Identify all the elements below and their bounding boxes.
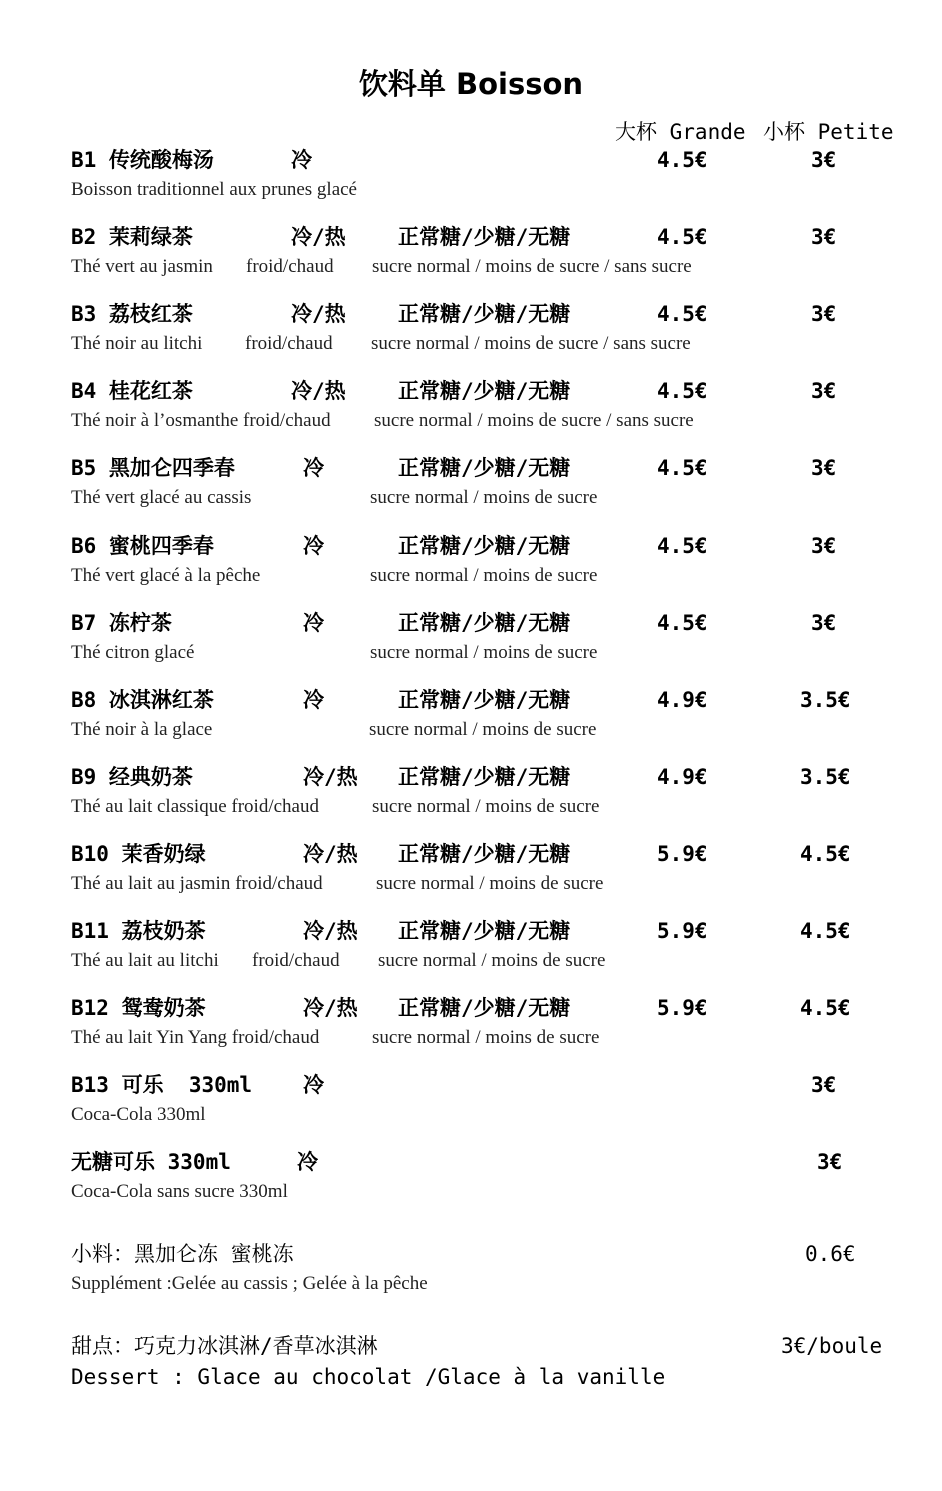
- menu-item-b12: [0, 995, 942, 1065]
- item-name-fr: Boisson traditionnel aux prunes glacé: [71, 179, 357, 200]
- price-petite: 3€: [811, 611, 837, 635]
- item-temp: 冷: [303, 1073, 324, 1097]
- menu-item-b9: [0, 764, 942, 834]
- menu-item-b1: [0, 147, 942, 217]
- item-name-fr: Thé noir à la glace: [71, 719, 213, 740]
- item-name: B2 茉莉绿茶: [71, 225, 193, 249]
- item-name-fr: Thé au lait Yin Yang froid/chaud: [71, 1027, 320, 1048]
- item-sugar: 正常糖/少糖/无糖: [398, 996, 571, 1020]
- item-name: B1 传统酸梅汤: [71, 148, 214, 172]
- item-name: B8 冰淇淋红茶: [71, 688, 214, 712]
- item-name: B4 桂花红茶: [71, 379, 193, 403]
- price-petite: 3€: [811, 1073, 837, 1097]
- item-sugar-fr: sucre normal / moins de sucre: [372, 1027, 600, 1048]
- price-grande: 4.9€: [657, 688, 708, 712]
- price-grande: 5.9€: [657, 919, 708, 943]
- price-grande: 4.9€: [657, 765, 708, 789]
- item-temp: 冷/热: [303, 919, 358, 943]
- price-petite: 3€: [811, 302, 837, 326]
- price-petite: 3€: [811, 379, 837, 403]
- item-temp: 冷: [303, 456, 324, 480]
- price-grande: 4.5€: [657, 456, 708, 480]
- menu-item-b11: [0, 918, 942, 988]
- item-name: 无糖可乐 330ml: [71, 1150, 231, 1174]
- supplement-price: 0.6€: [805, 1242, 856, 1266]
- item-name-fr: Thé citron glacé: [71, 642, 195, 663]
- item-sugar-fr: sucre normal / moins de sucre / sans sucre: [371, 333, 691, 354]
- item-name-fr: Thé noir à l’osmanthe froid/chaud: [71, 410, 331, 431]
- item-temp: 冷/热: [303, 842, 358, 866]
- item-name: B6 蜜桃四季春: [71, 534, 214, 558]
- item-name: B11 荔枝奶茶: [71, 919, 206, 943]
- supplement-name-fr: Supplément :Gelée au cassis ; Gelée à la pêche: [71, 1273, 428, 1294]
- menu-item-b6: [0, 533, 942, 603]
- supplement-name: 小料：黑加仑冻 蜜桃冻: [71, 1242, 294, 1266]
- item-sugar: 正常糖/少糖/无糖: [398, 688, 571, 712]
- item-sugar: 正常糖/少糖/无糖: [398, 302, 571, 326]
- price-petite: 3€: [811, 148, 837, 172]
- menu-item-b2: [0, 224, 942, 294]
- menu-title: 饮料单 Boisson: [358, 67, 584, 101]
- item-temp: 冷/热: [303, 765, 358, 789]
- price-grande: 5.9€: [657, 842, 708, 866]
- item-name-fr: Coca-Cola 330ml: [71, 1104, 206, 1125]
- item-name-fr: Thé vert glacé au cassis: [71, 487, 252, 508]
- item-name: B10 茉香奶绿: [71, 842, 206, 866]
- item-name-fr: Thé au lait au litchi: [71, 950, 219, 971]
- price-grande: 4.5€: [657, 379, 708, 403]
- item-name: B5 黑加仑四季春: [71, 456, 235, 480]
- item-temp: 冷/热: [291, 379, 346, 403]
- dessert-name: 甜点：巧克力冰淇淋/香草冰淇淋: [71, 1334, 378, 1358]
- item-name-fr: Thé au lait classique froid/chaud: [71, 796, 319, 817]
- item-temp: 冷/热: [291, 225, 346, 249]
- item-sugar: 正常糖/少糖/无糖: [398, 611, 571, 635]
- price-grande: 4.5€: [657, 534, 708, 558]
- item-temp: 冷: [303, 688, 324, 712]
- item-name: B7 冻柠茶: [71, 611, 172, 635]
- item-temp: 冷/热: [303, 996, 358, 1020]
- price-grande: 4.5€: [657, 302, 708, 326]
- item-sugar-fr: sucre normal / moins de sucre: [370, 642, 598, 663]
- item-sugar-fr: sucre normal / moins de sucre / sans sucre: [372, 256, 692, 277]
- item-name-fr: Thé vert glacé à la pêche: [71, 565, 261, 586]
- item-name: B13 可乐 330ml: [71, 1073, 253, 1097]
- header-grande: 大杯 Grande: [615, 120, 746, 144]
- menu-item-b4: [0, 378, 942, 448]
- menu-item-b13: [0, 1072, 942, 1142]
- item-sugar-fr: sucre normal / moins de sucre: [370, 487, 598, 508]
- menu-item-b10: [0, 841, 942, 911]
- menu-item-b3: [0, 301, 942, 371]
- price-petite: 4.5€: [800, 996, 851, 1020]
- price-petite: 3.5€: [800, 688, 851, 712]
- item-temp: 冷: [291, 148, 312, 172]
- item-temp: 冷/热: [291, 302, 346, 326]
- dessert-price: 3€/boule: [781, 1334, 883, 1358]
- item-sugar: 正常糖/少糖/无糖: [398, 534, 571, 558]
- price-grande: 4.5€: [657, 225, 708, 249]
- item-name: B12 鸳鸯奶茶: [71, 996, 206, 1020]
- item-sugar-fr: sucre normal / moins de sucre: [372, 796, 600, 817]
- item-sugar: 正常糖/少糖/无糖: [398, 842, 571, 866]
- price-petite: 4.5€: [800, 919, 851, 943]
- item-sugar-fr: sucre normal / moins de sucre / sans sucre: [374, 410, 694, 431]
- item-sugar: 正常糖/少糖/无糖: [398, 225, 571, 249]
- dessert-row: [0, 1333, 942, 1403]
- header-petite: 小杯 Petite: [763, 120, 894, 144]
- price-grande: 4.5€: [657, 148, 708, 172]
- price-grande: 5.9€: [657, 996, 708, 1020]
- price-petite: 3.5€: [800, 765, 851, 789]
- menu-item-b8: [0, 687, 942, 757]
- price-petite: 3€: [811, 456, 837, 480]
- supplement-row: [0, 1241, 942, 1311]
- item-name-fr: Coca-Cola sans sucre 330ml: [71, 1181, 288, 1202]
- item-sugar-fr: sucre normal / moins de sucre: [370, 565, 598, 586]
- item-sugar: 正常糖/少糖/无糖: [398, 379, 571, 403]
- menu-item-b7: [0, 610, 942, 680]
- price-petite: 4.5€: [800, 842, 851, 866]
- menu-item-b5: [0, 455, 942, 525]
- item-temp: 冷: [303, 611, 324, 635]
- item-name-fr: Thé vert au jasmin: [71, 256, 213, 277]
- item-temp: 冷: [297, 1150, 318, 1174]
- menu-item-sugar-free-cola: [0, 1149, 942, 1219]
- item-temp: 冷: [303, 534, 324, 558]
- item-sugar: 正常糖/少糖/无糖: [398, 919, 571, 943]
- item-temp-fr: froid/chaud: [245, 333, 333, 354]
- price-petite: 3€: [811, 534, 837, 558]
- price-petite: 3€: [811, 225, 837, 249]
- item-sugar-fr: sucre normal / moins de sucre: [378, 950, 606, 971]
- item-temp-fr: froid/chaud: [252, 950, 340, 971]
- item-sugar: 正常糖/少糖/无糖: [398, 456, 571, 480]
- item-sugar-fr: sucre normal / moins de sucre: [376, 873, 604, 894]
- item-name: B9 经典奶茶: [71, 765, 193, 789]
- item-sugar: 正常糖/少糖/无糖: [398, 765, 571, 789]
- item-name-fr: Thé noir au litchi: [71, 333, 203, 354]
- item-sugar-fr: sucre normal / moins de sucre: [369, 719, 597, 740]
- price-grande: 4.5€: [657, 611, 708, 635]
- item-name: B3 荔枝红茶: [71, 302, 193, 326]
- item-name-fr: Thé au lait au jasmin froid/chaud: [71, 873, 323, 894]
- price-petite: 3€: [817, 1150, 843, 1174]
- dessert-name-fr: Dessert : Glace au chocolat /Glace à la vanille: [71, 1365, 666, 1389]
- item-temp-fr: froid/chaud: [246, 256, 334, 277]
